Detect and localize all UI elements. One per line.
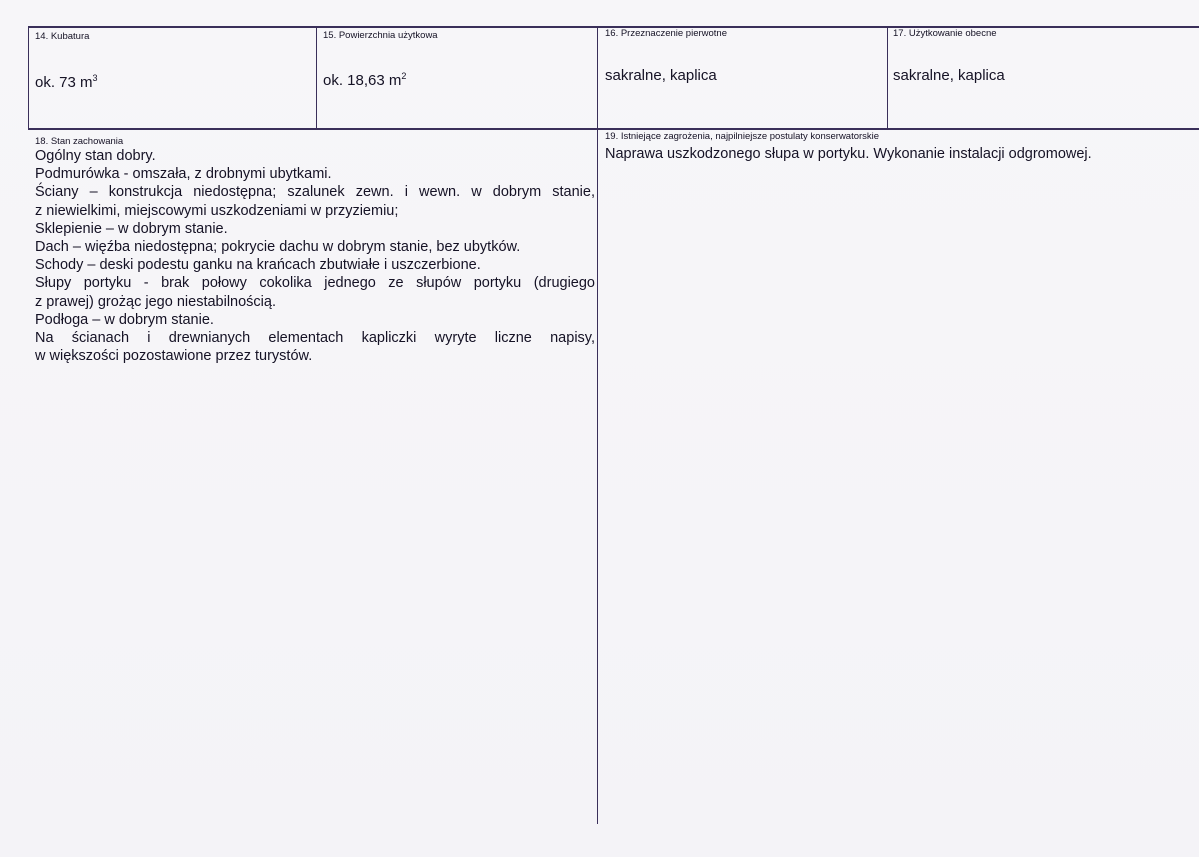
field-18-line: Podłoga – w dobrym stanie. (35, 311, 214, 328)
field-14-value (35, 74, 98, 92)
divider-col-c (887, 26, 888, 130)
field-19-text: Naprawa uszkodzonego słupa w portyku. Wykonanie instalacji odgromowej. (605, 146, 1092, 162)
field-18-line: z niewielkimi, miejscowymi uszkodzeniami w przyziemiu; (35, 202, 399, 219)
field-16-value: sakralne, kaplica (605, 67, 717, 84)
field-18-line: Dach – więźba niedostępna; pokrycie dachu w dobrym stanie, bez ubytków. (35, 239, 521, 256)
field-18-label: 18. Stan zachowania (35, 136, 124, 147)
field-16-label: 16. Przeznaczenie pierwotne (605, 28, 727, 39)
divider-middle (28, 128, 1199, 130)
divider-col-b (597, 26, 598, 824)
field-14-label: 14. Kubatura (35, 31, 90, 42)
field-18-text (35, 147, 595, 365)
field-19-label: 19. Istniejące zagrożenia, najpilniejsze postulaty konserwatorskie (605, 131, 880, 142)
field-18-line: Na ścianach i drewnianych elementach kapliczki wyryte liczne napisy, (35, 330, 595, 347)
field-18-line: Ogólny stan dobry. (35, 148, 156, 164)
divider-left (28, 26, 29, 130)
field-18-line: w większości pozostawione przez turystów. (35, 348, 313, 365)
field-14-superscript: 3 (92, 73, 98, 83)
field-18-line: Słupy portyku - brak połowy cokolika jednego ze słupów portyku (drugiego (35, 275, 595, 292)
field-18-line: Podmurówka - omszała, z drobnymi ubytkami. (35, 166, 332, 183)
field-15-superscript: 2 (401, 71, 407, 81)
field-15-text: ok. 18,63 m (323, 72, 402, 89)
field-18-line: Schody – deski podestu ganku na krańcach zbutwiałe i uszczerbione. (35, 257, 481, 274)
field-18-line: z prawej) grożąc jego niestabilnością. (35, 293, 276, 310)
field-15-value (323, 72, 406, 90)
field-17-label: 17. Użytkowanie obecne (893, 28, 997, 39)
divider-col-a (316, 26, 317, 130)
field-14-text: ok. 73 m (35, 74, 93, 91)
field-18-line: Sklepienie – w dobrym stanie. (35, 220, 228, 237)
field-17-value: sakralne, kaplica (893, 67, 1005, 84)
field-18-line: Ściany – konstrukcja niedostępna; szalunek zewn. i wewn. w dobrym stanie, (35, 184, 595, 201)
field-15-label: 15. Powierzchnia użytkowa (323, 30, 438, 41)
